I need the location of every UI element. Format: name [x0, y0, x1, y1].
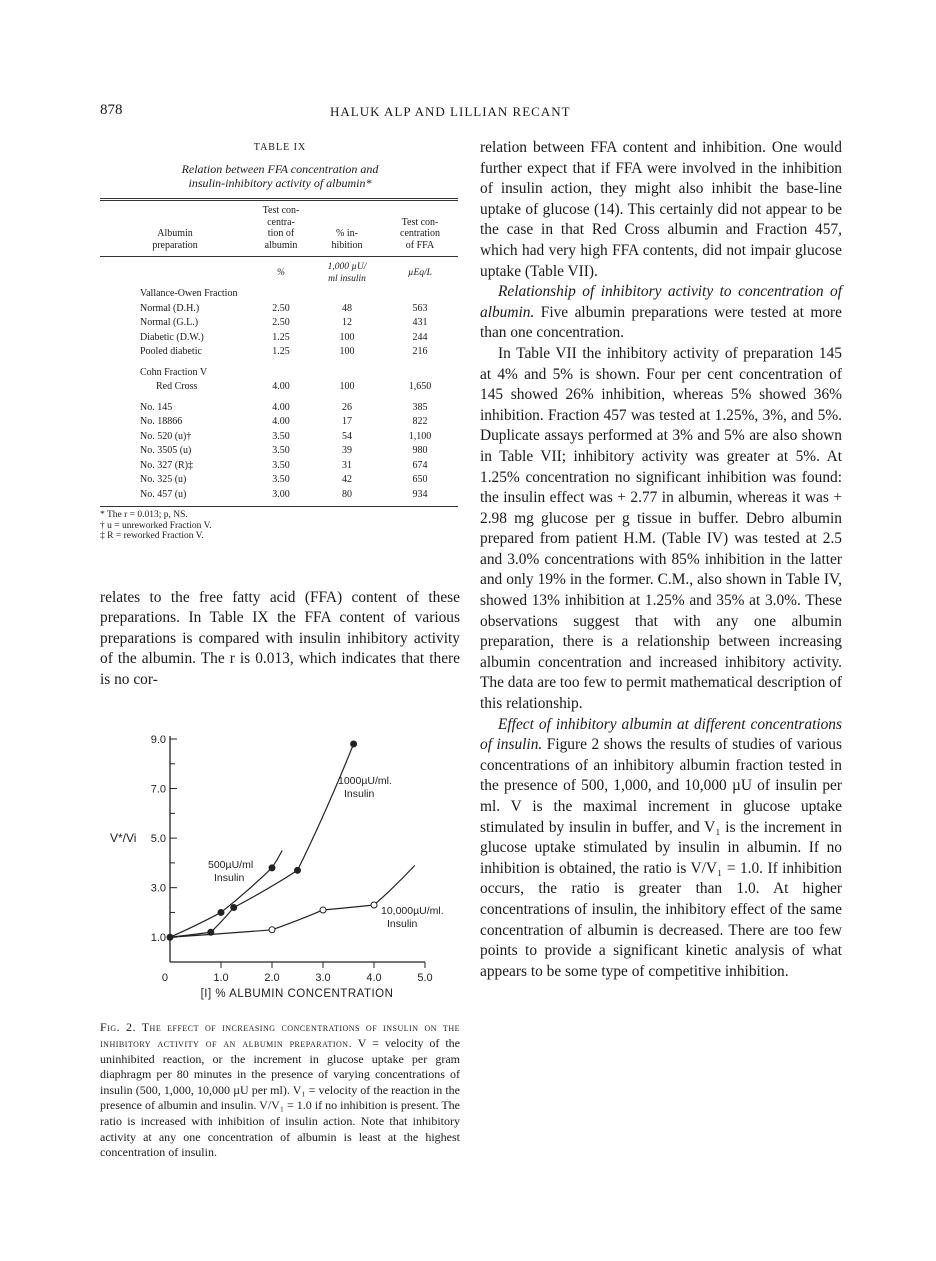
- row-inhib: 17: [342, 416, 352, 427]
- row-ffa: 216: [412, 346, 428, 357]
- units-row: [100, 257, 458, 287]
- y-tick-label: 5.0: [150, 833, 166, 846]
- row-conc: 1.25: [272, 346, 290, 357]
- row-name: No. 520 (u)†: [140, 430, 192, 442]
- paragraph-title: Effect of inhibitory albumin at different concentrations of insulin.: [480, 715, 842, 754]
- col-header-line: Test con-: [262, 205, 300, 216]
- figure-caption-body: V = velocity of the uninhibited reaction, or the increment in glucose uptake per gram diaphragm per 80 minutes in the presence of varying concentrations of insulin (500, 1,000, 10,000 µU per ml). V₁ = velocity of the reaction in the presence of albumin and insulin. V/V₁ = 1.0 if no inhibition is present. The ratio is increased with inhibition of insulin action. Note that inhibitory activity at any one concentration of albumin is least at the highest concentration of insulin.: [100, 1036, 461, 1160]
- col-header-line: Albumin: [157, 228, 193, 239]
- row-conc: 4.00: [272, 416, 290, 427]
- row-inhib: 100: [339, 331, 355, 343]
- unit-inhib-line: ml insulin: [328, 273, 366, 284]
- row-name: No. 18866: [140, 416, 183, 427]
- table-row: [100, 487, 458, 507]
- y-tick-label: 9.0: [150, 734, 166, 747]
- row-conc: 4.00: [272, 401, 290, 413]
- series-label: 10,000µU/ml.: [381, 905, 444, 918]
- data-point: [295, 868, 301, 874]
- x-tick-label: 5.0: [417, 972, 433, 985]
- row-conc: 4.00: [272, 381, 290, 392]
- col-header-line: tion of: [267, 228, 295, 239]
- paragraph: [480, 715, 842, 983]
- row-conc: 3.00: [250, 487, 312, 507]
- x-tick-label: 1.0: [213, 972, 229, 985]
- left-body-text: [100, 588, 460, 691]
- row-conc: 1.25: [272, 331, 290, 343]
- row-ffa: 934: [382, 487, 458, 507]
- col-header-line: hibition: [331, 239, 363, 251]
- col-header-line: % in-: [336, 228, 358, 239]
- series-label: Insulin: [387, 918, 418, 931]
- x-tick-label: 3.0: [315, 972, 331, 985]
- data-point: [371, 902, 377, 908]
- row-name: No. 457 (u): [100, 487, 250, 507]
- table-row: [100, 473, 458, 488]
- paragraph-title: Relationship of inhibitory activity to concentration of albumin.: [480, 283, 842, 321]
- y-tick-label: 1.0: [150, 932, 166, 945]
- row-conc: 3.50: [272, 445, 290, 456]
- row-ffa: 822: [412, 416, 428, 427]
- row-ffa: 674: [412, 459, 428, 471]
- series-curve: [170, 744, 354, 937]
- row-name: No. 3505 (u): [140, 445, 192, 456]
- table-row: [100, 316, 458, 331]
- col-header-conc: [250, 200, 312, 257]
- series-label: Insulin: [214, 872, 245, 885]
- series-label: Insulin: [344, 788, 375, 801]
- row-name: No. 325 (u): [140, 474, 187, 485]
- col-header-line: Test con-: [401, 216, 439, 228]
- paragraph: relates to the free fatty acid (FFA) content of these preparations. In Table IX the FFA content of various preparations is compared with insulin inhibitory activity of the albumin. The r is 0.013, which indicates that there is no cor-: [100, 588, 460, 688]
- row-conc: 3.50: [272, 430, 290, 442]
- table-caption-line: Relation between FFA concentration and: [181, 162, 379, 176]
- row-name: Pooled diabetic: [140, 346, 202, 357]
- left-column: [100, 138, 460, 1161]
- row-ffa: 980: [412, 445, 428, 456]
- row-name: No. 327 (R)‡: [140, 459, 194, 471]
- col-header-line: centration: [400, 228, 440, 239]
- row-ffa: 244: [412, 331, 428, 343]
- figure-2: [100, 722, 460, 1160]
- figure-caption: [100, 1020, 460, 1160]
- row-inhib: 54: [342, 430, 352, 442]
- figure-caption-lead: Fig. 2. The effect of increasing concentrations of insulin on the inhibitory activity of an albumin preparation.: [100, 1020, 460, 1051]
- table-caption-line: insulin-inhibitory activity of albumin*: [188, 176, 372, 190]
- row-inhib: 26: [342, 401, 352, 413]
- table-row: [100, 415, 458, 430]
- row-ffa: 1,100: [408, 430, 432, 442]
- row-inhib: 31: [342, 459, 352, 471]
- paragraph: In Table VII the inhibitory activity of preparation 145 at 4% and 5% is shown. Four per cent concentration of 145 showed 26% inhibition, whereas 5% showed 36% inhibition. Fraction 457 was tested at 1.25%, 3%, and 5%. Duplicate assays performed at 3% and 5% are also shown in Table VII; inhibitory activity was greater at 5%. At 1.25% concentration no significant inhibition was found: the insulin effect was + 2.77 in albumin, whereas it was + 2.98 mg glucose per g tissue in buffer. Debro albumin prepared from patient H.M. (Table IV) was tested at 2.5 and 3.0% concentrations with 85% inhibition in the latter and only 19% in the former. C.M., also shown in Table IV, showed 13% inhibition at 1.25% and 35% at 3.0%. These observations suggest that with any one albumin preparation, there is a relationship between increasing albumin concentration and increased inhibitory activity. The data are too few to permit mathematical description of this relationship.: [480, 344, 842, 713]
- row-name: No. 145: [140, 401, 173, 413]
- table-row: [100, 444, 458, 459]
- row-inhib: 42: [342, 474, 352, 485]
- paragraph-body: Five albumin preparations were tested at more than one concentration.: [480, 303, 842, 342]
- group-row: [100, 287, 458, 302]
- col-header-line: centra-: [267, 216, 295, 228]
- x-tick-label: 2.0: [264, 972, 280, 985]
- row-conc: 3.50: [272, 474, 290, 485]
- data-point: [320, 907, 326, 913]
- row-conc: 3.50: [272, 459, 290, 471]
- row-ffa: 1,650: [408, 381, 432, 392]
- data-point: [269, 865, 275, 871]
- table-caption: [130, 162, 430, 190]
- unit-conc: %: [277, 267, 285, 278]
- y-axis-label: V*/Vi: [110, 831, 137, 846]
- footnote: ‡ R = reworked Fraction V.: [100, 531, 204, 541]
- row-ffa: 385: [412, 401, 428, 413]
- row-inhib: 100: [339, 346, 355, 357]
- series-curve: [170, 866, 415, 938]
- col-header-line: of FFA: [405, 239, 435, 251]
- table-row: [100, 301, 458, 316]
- data-point: [351, 741, 357, 747]
- unit-inhib-line: 1,000 µU/: [327, 262, 367, 272]
- table-row: [100, 429, 458, 444]
- unit-inhib: [312, 257, 382, 287]
- table-row: [100, 400, 458, 415]
- col-header-inhib: [312, 200, 382, 257]
- page-number: 878: [100, 102, 123, 118]
- col-header-ffa: [382, 200, 458, 257]
- series-label: 500µU/ml: [208, 859, 254, 872]
- row-ffa: 650: [412, 474, 428, 485]
- table-row: [100, 458, 458, 473]
- y-tick-label: 7.0: [150, 784, 166, 797]
- group-label-cohn: Cohn Fraction V: [140, 366, 208, 378]
- x-axis-label: [I] % ALBUMIN CONCENTRATION: [200, 988, 394, 1001]
- table-footnotes: [100, 510, 460, 542]
- figure-2-chart: [100, 722, 460, 1007]
- col-header-line: albumin: [264, 239, 298, 251]
- data-point: [269, 927, 275, 933]
- group-label-vallance: Vallance-Owen Fraction: [140, 288, 238, 299]
- row-name: Diabetic (D.W.): [140, 331, 204, 343]
- group-row: [100, 365, 458, 380]
- row-inhib: 80: [312, 487, 382, 507]
- unit-ffa: µEq/L: [408, 267, 432, 278]
- row-inhib: 39: [342, 445, 352, 456]
- table-row: [100, 330, 458, 345]
- x-tick-label: 0: [161, 972, 168, 985]
- running-head: HALUK ALP AND LILLIAN RECANT: [330, 104, 571, 119]
- table-label: TABLE IX: [253, 142, 307, 153]
- row-name: Normal (D.H.): [140, 302, 200, 314]
- series-label: 1000µU/ml.: [338, 775, 392, 788]
- footnote: * The r = 0.013; p, NS.: [100, 510, 188, 520]
- row-ffa: 563: [412, 302, 428, 314]
- row-conc: 2.50: [272, 302, 290, 314]
- footnote: † u = unreworked Fraction V.: [100, 520, 212, 531]
- row-name: Red Cross: [156, 381, 198, 392]
- right-column: [480, 138, 842, 982]
- ffa-table: [100, 198, 458, 507]
- paragraph: relation between FFA content and inhibition. One would further expect that if FFA were involved in the inhibition of insulin action, they might also inhibit the base-line uptake of glucose (14). This certainly did not appear to be the case in that Red Cross albumin and Fraction 457, which had very high FFA contents, did not impair glucose uptake (Table VII).: [480, 139, 842, 280]
- col-header-line: preparation: [152, 239, 198, 251]
- x-tick-label: 4.0: [366, 972, 382, 985]
- row-inhib: 48: [342, 302, 352, 314]
- row-ffa: 431: [412, 317, 428, 328]
- row-conc: 2.50: [272, 317, 290, 328]
- row-inhib: 12: [342, 317, 352, 328]
- paragraph-body: Figure 2 shows the results of studies of various concentrations of an inhibitory albumin fraction tested in the presence of 500, 1,000, and 10,000 µU of insulin per ml. V is the maximal increment in glucose uptake stimulated by insulin in buffer, and V₁ is the increment in glucose uptake stimulated by insulin in albumin. If no inhibition is obtained, the ratio is V/V₁ = 1.0. If inhibition occurs, the ratio is greater than 1.0. At higher concentrations of insulin, the inhibitory effect of the same concentration of albumin is decreased. There are too few points to provide a significant kinetic analysis of what appears to be some type of competitive inhibition.: [480, 736, 842, 980]
- row-inhib: 100: [339, 381, 355, 392]
- table-row: [100, 345, 458, 360]
- row-name: Normal (G.L.): [140, 317, 199, 328]
- y-tick-label: 3.0: [150, 883, 166, 896]
- paragraph: [480, 282, 842, 344]
- data-point: [167, 935, 173, 941]
- data-point: [231, 905, 237, 911]
- data-point: [218, 910, 224, 916]
- table-row: [100, 380, 458, 395]
- col-header-prep: [100, 200, 250, 257]
